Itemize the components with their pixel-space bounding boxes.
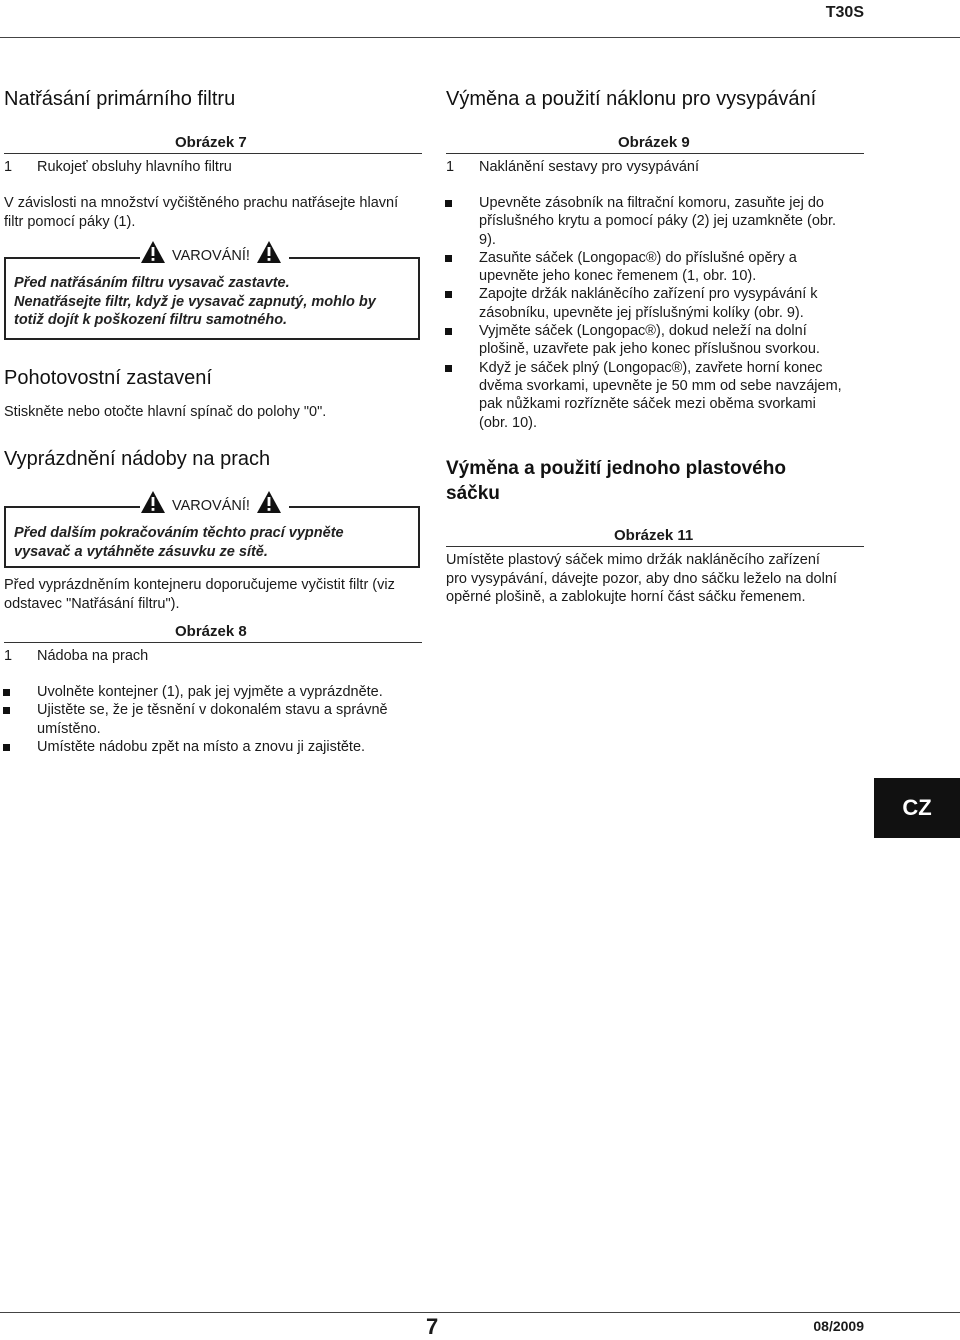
warning-line: vysavač a vytáhněte zásuvku ze sítě. <box>14 543 268 560</box>
figure-9-rule <box>446 153 864 154</box>
warning-1-title: VAROVÁNÍ! <box>172 248 250 264</box>
tilt-steps-list <box>445 194 865 432</box>
header-rule <box>0 37 960 38</box>
text-line: odstavec "Natřásání filtru"). <box>4 595 180 612</box>
section-title-filter-shaking: Natřásání primárního filtru <box>4 88 236 110</box>
figure-7-legend-num: 1 <box>4 159 13 175</box>
warning-line: Před dalším pokračováním těchto prací vypněte <box>14 525 344 541</box>
figure-7-rule <box>4 153 422 154</box>
bullet-square-icon <box>445 255 452 262</box>
footer-rule <box>0 1312 960 1313</box>
figure-7-legend-text: Rukojeť obsluhy hlavního filtru <box>37 159 232 175</box>
emptying-container-text <box>4 576 395 613</box>
bullet-square-icon <box>3 689 10 696</box>
warning-triangle-icon <box>140 240 166 264</box>
plastic-bag-text <box>446 551 837 607</box>
list-item: Zapojte držák nakláněcího zařízení pro vysypávání k zásobníku, upevněte jej příslušnými kolíky (obr. 9). <box>445 285 865 322</box>
text-line: opěrné plošině, a zablokujte horní část sáčku řemenem. <box>446 589 806 605</box>
warning-1-text <box>14 274 376 330</box>
list-item: Zasuňte sáček (Longopac®) do příslušné opěry a upevněte jeho konec řemenem (1, obr. 10). <box>445 249 865 286</box>
warning-triangle-icon <box>140 490 166 514</box>
figure-9-legend-num: 1 <box>446 159 455 175</box>
page-number: 7 <box>426 1314 439 1339</box>
text-line: V závislosti na množství vyčištěného prachu natřásejte hlavní <box>4 195 399 211</box>
warning-line: Před natřásáním filtru vysavač zastavte. <box>14 275 290 291</box>
model-label: T30S <box>825 4 864 21</box>
list-item: Ujistěte se, že je těsnění v dokonalém stavu a správně umístěno. <box>3 701 423 738</box>
footer-date: 08/2009 <box>813 1318 864 1334</box>
list-item: Umístěte nádobu zpět na místo a znovu ji zajistěte. <box>3 738 423 756</box>
warning-line: Nenatřásejte filtr, když je vysavač zapnutý, mohlo by <box>14 293 376 310</box>
figure-11-rule <box>446 546 864 547</box>
list-item: Vyjměte sáček (Longopac®), dokud neleží na dolní plošině, uzavřete pak jeho konec příslušnou svorkou. <box>445 322 865 359</box>
figure-8-legend-num: 1 <box>4 648 13 664</box>
warning-2-title: VAROVÁNÍ! <box>172 498 250 514</box>
text-line: Umístěte plastový sáček mimo držák nakláněcího zařízení <box>446 552 820 568</box>
figure-8-legend-text: Nádoba na prach <box>37 648 149 664</box>
language-tab: CZ <box>874 778 960 838</box>
warning-2-text <box>14 524 344 561</box>
warning-1-title-row <box>140 240 282 264</box>
figure-8-label: Obrázek 8 <box>175 623 247 640</box>
bullet-square-icon <box>445 365 452 372</box>
emergency-stop-text: Stiskněte nebo otočte hlavní spínač do polohy "0". <box>4 404 327 420</box>
figure-9-legend-text: Naklánění sestavy pro vysypávání <box>479 159 700 175</box>
section-title-plastic-bag: Výměna a použití jednoho plastového sáčku <box>446 458 786 504</box>
list-item: Uvolněte kontejner (1), pak jej vyjměte a vyprázdněte. <box>3 683 423 701</box>
figure-8-rule <box>4 642 422 643</box>
section-title-emptying-container: Vyprázdnění nádoby na prach <box>4 448 271 470</box>
bullet-square-icon <box>445 328 452 335</box>
emptying-steps-list <box>3 683 423 756</box>
text-line: Před vyprázdněním kontejneru doporučujeme vyčistit filtr (viz <box>4 577 395 593</box>
bullet-square-icon <box>3 707 10 714</box>
warning-triangle-icon <box>256 490 282 514</box>
filter-shaking-text <box>4 194 398 231</box>
warning-line: totiž dojít k poškození filtru samotného. <box>14 312 288 328</box>
figure-9-label: Obrázek 9 <box>618 134 690 151</box>
figure-7-label: Obrázek 7 <box>175 134 247 151</box>
warning-triangle-icon <box>256 240 282 264</box>
section-title-tilt-replacement: Výměna a použití náklonu pro vysypávání <box>446 88 817 110</box>
list-item: Když je sáček plný (Longopac®), zavřete horní konec dvěma svorkami, upevněte je 50 mm od sebe navzájem, pak nůžkami rozřízněte sáček mezi oběma svorkami (obr. 10). <box>445 359 865 432</box>
list-item: Upevněte zásobník na filtrační komoru, zasuňte jej do příslušného krytu a pomocí páky (2) jej uzamkněte (obr. 9). <box>445 194 865 249</box>
text-line: filtr pomocí páky (1). <box>4 213 136 230</box>
bullet-square-icon <box>445 200 452 207</box>
figure-11-label: Obrázek 11 <box>614 527 694 544</box>
text-line: pro vysypávání, dávejte pozor, aby dno sáčku leželo na dolní <box>446 570 837 587</box>
warning-2-title-row <box>140 490 282 514</box>
bullet-square-icon <box>445 291 452 298</box>
section-title-emergency-stop: Pohotovostní zastavení <box>4 367 212 389</box>
bullet-square-icon <box>3 744 10 751</box>
